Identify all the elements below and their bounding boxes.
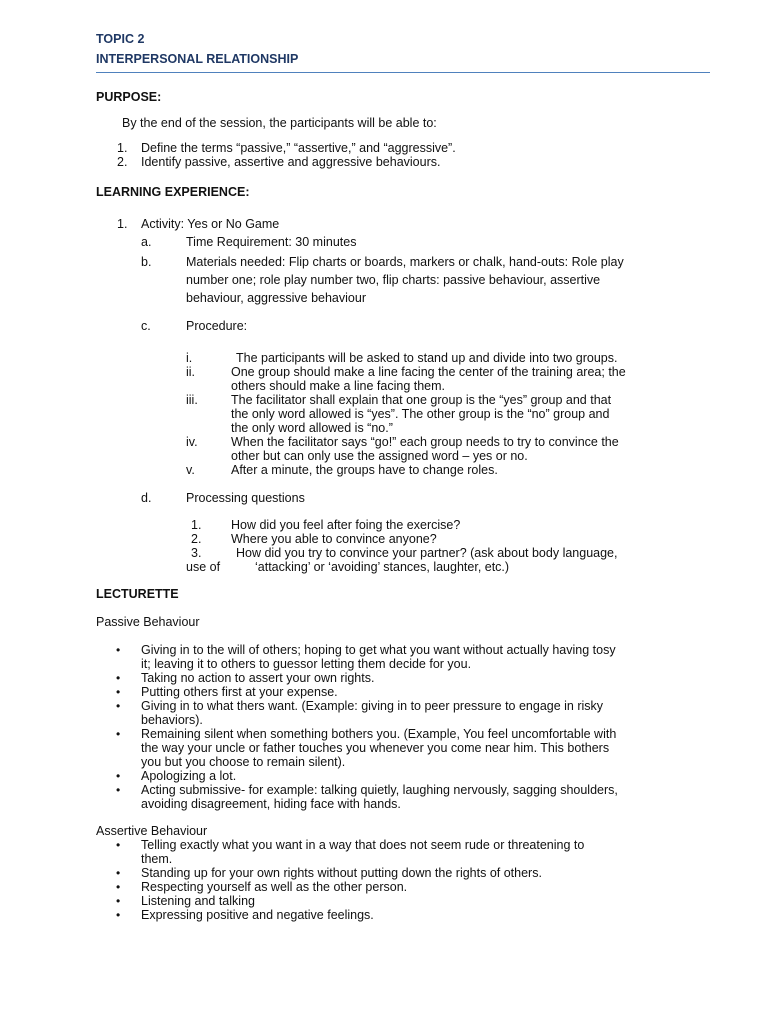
purpose-heading: PURPOSE:: [96, 90, 162, 104]
bullet-glyph: •: [116, 727, 121, 741]
bullet-glyph: •: [116, 643, 121, 657]
purpose-intro: By the end of the session, the participants will be able to:: [122, 116, 437, 130]
bullet-glyph: •: [116, 866, 121, 880]
bullet-text: Standing up for your own rights without putting down the rights of others.: [141, 866, 542, 880]
bullet-glyph: •: [116, 908, 121, 922]
question-number: 2.: [191, 532, 202, 546]
item-text: behaviour, aggressive behaviour: [186, 291, 366, 305]
item-letter: a.: [141, 235, 152, 249]
bullet-text: them.: [141, 852, 173, 866]
item-letter: c.: [141, 319, 151, 333]
procedure-number: v.: [186, 463, 195, 477]
bullet-text: Putting others first at your expense.: [141, 685, 338, 699]
bullet-text: the way your uncle or father touches you whenever you come near him. This bothers: [141, 741, 610, 755]
bullet-glyph: •: [116, 783, 121, 797]
procedure-text: the only word allowed is “no.”: [231, 421, 393, 435]
procedure-number: ii.: [186, 365, 196, 379]
question-number: 1.: [191, 518, 202, 532]
topic-label: TOPIC 2: [96, 32, 145, 46]
bullet-text: Giving in to the will of others; hoping to get what you want without actually having tosy: [141, 643, 616, 657]
bullet-text: Giving in to what thers want. (Example: giving in to peer pressure to engage in risky: [141, 699, 604, 713]
bullet-glyph: •: [116, 699, 121, 713]
activity-number: 1.: [117, 217, 128, 231]
question-number: 3.: [191, 546, 202, 560]
question-text: use of: [186, 560, 221, 574]
bullet-glyph: •: [116, 685, 121, 699]
bullet-text: you but you choose to remain silent).: [141, 755, 346, 769]
bullet-text: Expressing positive and negative feelings.: [141, 908, 374, 922]
procedure-text: others should make a line facing them.: [231, 379, 446, 393]
bullet-glyph: •: [116, 880, 121, 894]
item-letter: d.: [141, 491, 152, 505]
procedure-text: The participants will be asked to stand up and divide into two groups.: [236, 351, 618, 365]
procedure-text: When the facilitator says “go!” each group needs to try to convince the: [231, 435, 619, 449]
item-text: number one; role play number two, flip charts: passive behaviour, assertive: [186, 273, 601, 287]
procedure-text: After a minute, the groups have to change roles.: [231, 463, 498, 477]
procedure-text: The facilitator shall explain that one group is the “yes” group and that: [231, 393, 612, 407]
bullet-text: Apologizing a lot.: [141, 769, 237, 783]
bullet-text: Remaining silent when something bothers you. (Example, You feel uncomfortable with: [141, 727, 617, 741]
procedure-text: the only word allowed is “yes”. The other group is the “no” group and: [231, 407, 610, 421]
bullet-text: it; leaving it to others to guessor letting them decide for you.: [141, 657, 472, 671]
bullet-glyph: •: [116, 671, 121, 685]
passive-behaviour-title: Passive Behaviour: [96, 615, 200, 629]
bullet-text: behaviors).: [141, 713, 203, 727]
question-text: ‘attacking’ or ‘avoiding’ stances, laughter, etc.): [255, 560, 510, 574]
procedure-number: iv.: [186, 435, 198, 449]
item-text: Time Requirement: 30 minutes: [186, 235, 357, 249]
objective-number: 1.: [117, 141, 128, 155]
procedure-text: One group should make a line facing the center of the training area; the: [231, 365, 626, 379]
procedure-number: iii.: [186, 393, 198, 407]
question-text: How did you try to convince your partner? (ask about body language,: [236, 546, 618, 560]
bullet-glyph: •: [116, 894, 121, 908]
bullet-glyph: •: [116, 769, 121, 783]
item-text: Materials needed: Flip charts or boards, markers or chalk, hand-outs: Role play: [186, 255, 624, 269]
objective-text: Define the terms “passive,” “assertive,” and “aggressive”.: [141, 141, 456, 155]
question-text: Where you able to convince anyone?: [231, 532, 437, 546]
item-text: Procedure:: [186, 319, 248, 333]
procedure-number: i.: [186, 351, 193, 365]
assertive-behaviour-title: Assertive Behaviour: [96, 824, 208, 838]
procedure-text: other but can only use the assigned word – yes or no.: [231, 449, 528, 463]
bullet-text: Respecting yourself as well as the other person.: [141, 880, 408, 894]
bullet-text: Telling exactly what you want in a way that does not seem rude or threatening to: [141, 838, 585, 852]
question-text: How did you feel after foing the exercise?: [231, 518, 461, 532]
item-letter: b.: [141, 255, 152, 269]
bullet-text: Listening and talking: [141, 894, 255, 908]
activity-title: Activity: Yes or No Game: [141, 217, 280, 231]
bullet-text: avoiding disagreement, hiding face with hands.: [141, 797, 401, 811]
header-divider: [96, 72, 710, 73]
objective-number: 2.: [117, 155, 128, 169]
bullet-text: Taking no action to assert your own rights.: [141, 671, 375, 685]
bullet-glyph: •: [116, 838, 121, 852]
bullet-text: Acting submissive- for example: talking quietly, laughing nervously, sagging shoulders,: [141, 783, 618, 797]
item-text: Processing questions: [186, 491, 305, 505]
lecturette-heading: LECTURETTE: [96, 587, 179, 601]
document-title: INTERPERSONAL RELATIONSHIP: [96, 52, 299, 66]
learning-heading: LEARNING EXPERIENCE:: [96, 185, 250, 199]
objective-text: Identify passive, assertive and aggressive behaviours.: [141, 155, 441, 169]
